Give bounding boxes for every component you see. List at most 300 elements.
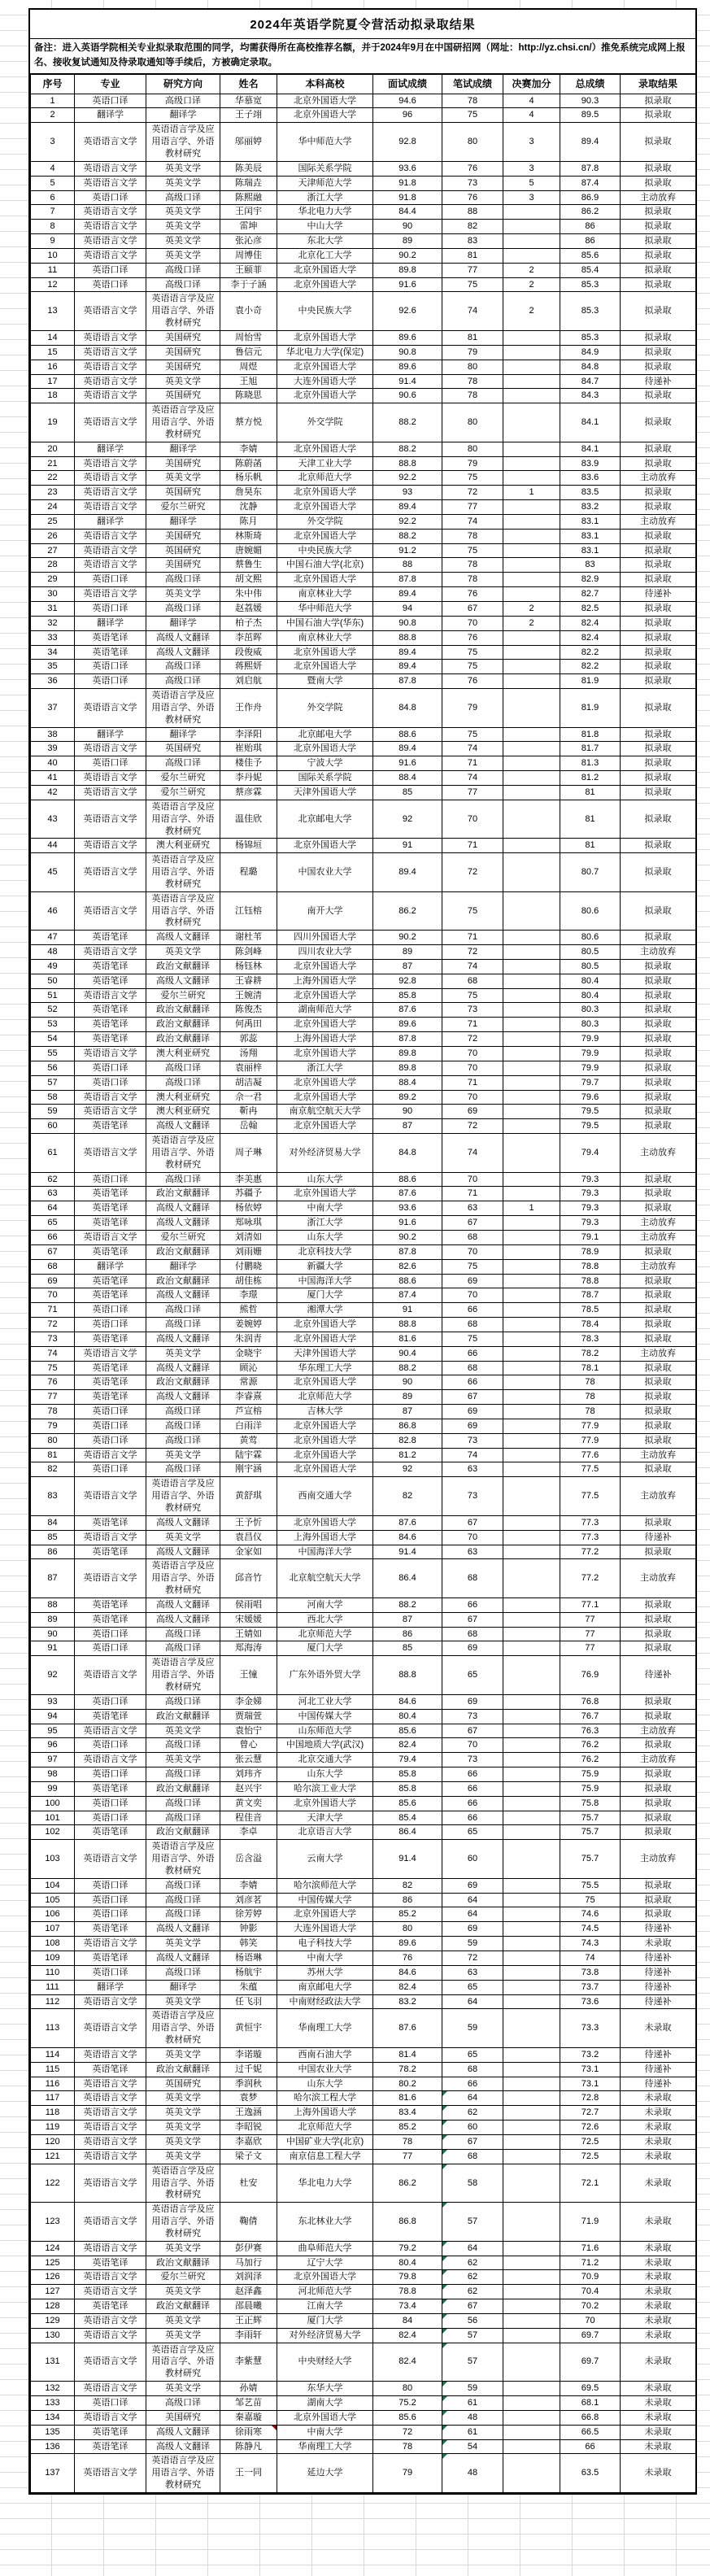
cell-interview-score: 85 [373, 1641, 442, 1656]
table-row [31, 974, 696, 988]
cell-direction: 翻译学 [146, 616, 220, 630]
table-row [31, 616, 696, 630]
cell-major: 英语语言文学 [75, 742, 146, 756]
cell-major: 英语口译 [75, 1694, 146, 1709]
cell-final-bonus [503, 945, 560, 960]
cell-final-bonus: 2 [503, 292, 560, 331]
cell-direction: 爱尔兰研究 [146, 1230, 220, 1244]
cell-direction: 翻译学 [146, 442, 220, 456]
cell-major: 英语笔译 [75, 1119, 146, 1134]
cell-name: 杨依婷 [220, 1201, 277, 1216]
results-table [30, 74, 696, 2493]
table-row [31, 1656, 696, 1695]
cell-total-score: 71.9 [560, 2203, 621, 2242]
cell-direction: 高级人文翻译 [146, 1922, 220, 1937]
cell-name: 苏疆予 [220, 1187, 277, 1201]
cell-total-score: 79.3 [560, 1172, 621, 1187]
cell-written-score: 66 [442, 1796, 503, 1811]
cell-written-score: 71 [442, 839, 503, 853]
cell-name: 顾沁 [220, 1361, 277, 1375]
cell-direction: 英美文学 [146, 176, 220, 190]
cell-major: 英语口译 [75, 1303, 146, 1318]
cell-final-bonus [503, 1530, 560, 1545]
cell-seq: 134 [31, 2410, 75, 2425]
cell-direction: 英美文学 [146, 2241, 220, 2256]
cell-admission-result: 拟录取 [621, 1244, 696, 1259]
table-row [31, 1840, 696, 1879]
cell-flag-green-triangle-icon [442, 2299, 447, 2304]
cell-seq: 34 [31, 645, 75, 660]
cell-written-score: 72 [442, 853, 503, 892]
cell-total-score: 82.2 [560, 645, 621, 660]
cell-major: 英语语言文学 [75, 1530, 146, 1545]
cell-university: 中国传媒大学 [277, 1709, 373, 1724]
table-row [31, 689, 696, 728]
cell-seq: 50 [31, 974, 75, 988]
cell-admission-result: 拟录取 [621, 1515, 696, 1530]
cell-major: 英语口译 [75, 1811, 146, 1825]
cell-university: 北京外国语大学 [277, 742, 373, 756]
cell-interview-score: 84.6 [373, 1694, 442, 1709]
table-row [31, 1134, 696, 1173]
cell-admission-result: 拟录取 [621, 500, 696, 515]
cell-direction: 英语语言学及应用语言学、外语教材研究 [146, 1656, 220, 1695]
cell-written-score: 66 [442, 1767, 503, 1782]
cell-seq: 58 [31, 1090, 75, 1105]
cell-major: 英语语言文学 [75, 1448, 146, 1462]
cell-major: 翻译学 [75, 442, 146, 456]
cell-name: 李茁晖 [220, 630, 277, 645]
cell-major: 英语语言文学 [75, 1105, 146, 1119]
table-row [31, 2149, 696, 2164]
cell-admission-result: 拟录取 [621, 360, 696, 374]
cell-seq: 106 [31, 1907, 75, 1922]
cell-university: 北京邮电大学 [277, 727, 373, 742]
cell-total-score: 73.7 [560, 1980, 621, 1994]
cell-name: 陈俊杰 [220, 1003, 277, 1018]
table-row [31, 1811, 696, 1825]
cell-written-score: 68 [442, 2149, 503, 2164]
cell-name: 姜婉婷 [220, 1318, 277, 1332]
table-row [31, 2285, 696, 2299]
cell-seq: 16 [31, 360, 75, 374]
table-header [31, 74, 696, 94]
cell-interview-score: 84.8 [373, 1134, 442, 1173]
cell-final-bonus [503, 959, 560, 974]
cell-interview-score: 86 [373, 1627, 442, 1641]
cell-major: 英语语言文学 [75, 800, 146, 839]
cell-direction: 高级口译 [146, 602, 220, 617]
cell-final-bonus [503, 839, 560, 853]
cell-major: 英语笔译 [75, 2299, 146, 2314]
table-row [31, 785, 696, 800]
cell-admission-result: 拟录取 [621, 1907, 696, 1922]
cell-admission-result: 拟录取 [621, 1893, 696, 1907]
cell-name: 张云慧 [220, 1753, 277, 1767]
cell-total-score: 83.2 [560, 500, 621, 515]
cell-total-score: 78.1 [560, 1361, 621, 1375]
cell-major: 英语语言文学 [75, 839, 146, 853]
cell-interview-score: 88.8 [373, 630, 442, 645]
cell-university: 云南大学 [277, 1840, 373, 1879]
cell-direction: 英美文学 [146, 220, 220, 234]
cell-major: 英语语言文学 [75, 1134, 146, 1173]
cell-total-score: 82.7 [560, 587, 621, 602]
cell-total-score: 72.6 [560, 2121, 621, 2135]
cell-final-bonus [503, 1811, 560, 1825]
cell-written-score: 73 [442, 176, 503, 190]
cell-written-score: 74 [442, 959, 503, 974]
cell-total-score: 79.3 [560, 1216, 621, 1231]
cell-name: 陈晓思 [220, 389, 277, 403]
cell-major: 英语语言文学 [75, 2454, 146, 2493]
page-title: 2024年英语学院夏令营活动拟录取结果 [30, 10, 695, 39]
table-row [31, 1530, 696, 1545]
cell-direction: 英美文学 [146, 2106, 220, 2121]
cell-seq: 99 [31, 1781, 75, 1796]
cell-final-bonus [503, 1448, 560, 1462]
cell-total-score: 81 [560, 785, 621, 800]
table-row [31, 742, 696, 756]
cell-interview-score: 79.8 [373, 2270, 442, 2285]
cell-admission-result: 拟录取 [621, 123, 696, 162]
table-row [31, 543, 696, 558]
cell-total-score: 68.1 [560, 2396, 621, 2411]
cell-total-score: 63.5 [560, 2454, 621, 2493]
cell-major: 英语语言文学 [75, 2134, 146, 2149]
cell-written-score: 81 [442, 248, 503, 263]
cell-name: 郭蕊 [220, 1032, 277, 1047]
table-row [31, 771, 696, 786]
cell-final-bonus [503, 330, 560, 345]
table-row [31, 2062, 696, 2077]
cell-total-score: 85.4 [560, 263, 621, 277]
cell-seq: 31 [31, 602, 75, 617]
cell-written-score: 60 [442, 2121, 503, 2135]
cell-admission-result: 拟录取 [621, 1061, 696, 1075]
cell-total-score: 74.6 [560, 1907, 621, 1922]
cell-seq: 29 [31, 573, 75, 587]
cell-total-score: 84.3 [560, 389, 621, 403]
table-row [31, 389, 696, 403]
cell-final-bonus [503, 2047, 560, 2062]
cell-total-score: 77.9 [560, 1419, 621, 1433]
cell-final-bonus [503, 689, 560, 728]
cell-interview-score: 88.2 [373, 529, 442, 543]
cell-total-score: 80.3 [560, 1018, 621, 1032]
cell-major: 英语口译 [75, 190, 146, 205]
cell-flag-green-triangle-icon [442, 2382, 447, 2386]
cell-seq: 64 [31, 1201, 75, 1216]
cell-major: 英语口译 [75, 1627, 146, 1641]
table-row [31, 1032, 696, 1047]
cell-interview-score: 87 [373, 1119, 442, 1134]
cell-interview-score: 88.8 [373, 1656, 442, 1695]
cell-final-bonus [503, 2270, 560, 2285]
cell-major: 英语笔译 [75, 630, 146, 645]
cell-direction: 高级口译 [146, 1738, 220, 1753]
cell-final-bonus [503, 1405, 560, 1419]
cell-direction: 美国研究 [146, 345, 220, 360]
cell-total-score: 71.6 [560, 2241, 621, 2256]
cell-university: 北京外国语大学 [277, 645, 373, 660]
cell-total-score: 75.7 [560, 1840, 621, 1879]
cell-seq: 46 [31, 891, 75, 931]
cell-major: 英语笔译 [75, 1781, 146, 1796]
cell-university: 东北林业大学 [277, 2203, 373, 2242]
cell-admission-result: 拟录取 [621, 785, 696, 800]
cell-written-score: 60 [442, 1840, 503, 1879]
cell-final-bonus [503, 1738, 560, 1753]
cell-written-score: 80 [442, 403, 503, 442]
cell-final-bonus [503, 456, 560, 471]
cell-admission-result: 拟录取 [621, 558, 696, 573]
cell-admission-result: 待递补 [621, 2047, 696, 2062]
cell-name: 黄舒琪 [220, 1477, 277, 1516]
cell-interview-score: 88.6 [373, 1274, 442, 1288]
table-row [31, 1907, 696, 1922]
cell-direction: 高级口译 [146, 674, 220, 689]
cell-total-score: 70.2 [560, 2299, 621, 2314]
cell-seq: 51 [31, 988, 75, 1003]
cell-major: 英语笔译 [75, 2256, 146, 2270]
cell-interview-score: 90 [373, 220, 442, 234]
cell-direction: 英美文学 [146, 1346, 220, 1361]
cell-final-bonus [503, 1767, 560, 1782]
cell-direction: 高级人文翻译 [146, 1288, 220, 1303]
cell-major: 英语语言文学 [75, 2343, 146, 2382]
cell-name: 蔡彦霖 [220, 785, 277, 800]
cell-final-bonus [503, 1288, 560, 1303]
cell-seq: 6 [31, 190, 75, 205]
cell-major: 英语口译 [75, 277, 146, 292]
cell-name: 陈熙融 [220, 190, 277, 205]
cell-admission-result: 拟录取 [621, 108, 696, 123]
cell-written-score: 66 [442, 1375, 503, 1390]
cell-direction: 高级口译 [146, 1878, 220, 1893]
cell-admission-result: 待递补 [621, 1922, 696, 1937]
cell-total-score: 78.9 [560, 1244, 621, 1259]
cell-interview-score: 89.6 [373, 360, 442, 374]
cell-direction: 英美文学 [146, 1448, 220, 1462]
table-row [31, 2425, 696, 2439]
table-row [31, 1448, 696, 1462]
cell-university: 新疆大学 [277, 1259, 373, 1274]
cell-major: 英语笔译 [75, 1018, 146, 1032]
table-row [31, 2134, 696, 2149]
cell-name: 雷坤 [220, 220, 277, 234]
table-row [31, 442, 696, 456]
cell-university: 北京邮电大学 [277, 800, 373, 839]
cell-final-bonus [503, 1825, 560, 1840]
cell-major: 翻译学 [75, 514, 146, 529]
cell-major: 英语语言文学 [75, 500, 146, 515]
table-body [31, 94, 696, 2492]
cell-final-bonus [503, 2091, 560, 2106]
cell-interview-score: 93.6 [373, 1201, 442, 1216]
cell-interview-score: 90.8 [373, 616, 442, 630]
cell-university: 南京邮电大学 [277, 1980, 373, 1994]
cell-written-score: 70 [442, 1061, 503, 1075]
cell-major: 英语语言文学 [75, 2270, 146, 2285]
cell-university: 中央民族大学 [277, 543, 373, 558]
cell-final-bonus [503, 1390, 560, 1405]
cell-written-score: 79 [442, 689, 503, 728]
cell-direction: 高级口译 [146, 94, 220, 108]
cell-direction: 爱尔兰研究 [146, 785, 220, 800]
cell-name: 程璐 [220, 853, 277, 892]
cell-admission-result: 待递补 [621, 1980, 696, 1994]
cell-seq: 137 [31, 2454, 75, 2493]
cell-direction: 政治文献翻译 [146, 2062, 220, 2077]
table-row [31, 2203, 696, 2242]
cell-written-score: 67 [442, 2299, 503, 2314]
cell-direction: 政治文献翻译 [146, 1032, 220, 1047]
cell-final-bonus [503, 1187, 560, 1201]
note-text: 备注：进入英语学院相关专业拟录取范围的同学，均需获得所在高校推荐名额，并于2024年9月在中国研招网（网址：http://yz.chsi.cn/）推免系统完成网上报名、接收复试通知及待录取通知等手续后，方被确定录取。 [30, 39, 695, 74]
cell-major: 英语语言文学 [75, 234, 146, 249]
cell-name: 陈静凡 [220, 2439, 277, 2454]
cell-written-score: 67 [442, 602, 503, 617]
cell-total-score: 79.5 [560, 1105, 621, 1119]
cell-university: 中南大学 [277, 1201, 373, 1216]
cell-admission-result: 拟录取 [621, 1767, 696, 1782]
cell-major: 英语笔译 [75, 2425, 146, 2439]
cell-university: 西北大学 [277, 1612, 373, 1627]
cell-seq: 120 [31, 2134, 75, 2149]
cell-final-bonus: 2 [503, 616, 560, 630]
cell-direction: 英美文学 [146, 2091, 220, 2106]
cell-direction: 政治文献翻译 [146, 2299, 220, 2314]
cell-final-bonus [503, 587, 560, 602]
cell-seq: 118 [31, 2106, 75, 2121]
cell-written-score: 63 [442, 1545, 503, 1559]
cell-admission-result: 拟录取 [621, 742, 696, 756]
cell-name: 胡文熙 [220, 573, 277, 587]
cell-final-bonus [503, 558, 560, 573]
cell-direction: 高级口译 [146, 263, 220, 277]
cell-direction: 英国研究 [146, 2077, 220, 2091]
cell-university: 中央民族大学 [277, 292, 373, 331]
cell-written-score: 69 [442, 1405, 503, 1419]
cell-admission-result: 拟录取 [621, 176, 696, 190]
cell-direction: 英美文学 [146, 234, 220, 249]
cell-major: 英语笔译 [75, 931, 146, 945]
column-header-major: 专业 [75, 74, 146, 94]
cell-university: 北京外国语大学 [277, 442, 373, 456]
cell-direction: 政治文献翻译 [146, 1244, 220, 1259]
cell-final-bonus [503, 1627, 560, 1641]
cell-admission-result: 未录取 [621, 2256, 696, 2270]
cell-total-score: 77.3 [560, 1530, 621, 1545]
cell-final-bonus: 5 [503, 176, 560, 190]
cell-written-score: 66 [442, 1303, 503, 1318]
cell-direction: 高级口译 [146, 1907, 220, 1922]
column-header-total-score: 总成绩 [560, 74, 621, 94]
cell-name: 宋媛媛 [220, 1612, 277, 1627]
cell-seq: 52 [31, 1003, 75, 1018]
cell-direction: 高级口译 [146, 1075, 220, 1090]
cell-name: 侯雨唱 [220, 1597, 277, 1612]
cell-university: 北京外国语大学 [277, 1332, 373, 1346]
cell-final-bonus [503, 529, 560, 543]
cell-total-score: 70 [560, 2313, 621, 2328]
cell-name: 袁梦 [220, 2091, 277, 2106]
cell-direction: 英美文学 [146, 1753, 220, 1767]
cell-major: 英语语言文学 [75, 360, 146, 374]
cell-written-score: 75 [442, 543, 503, 558]
cell-total-score: 73.6 [560, 1994, 621, 2009]
cell-name: 金晓宇 [220, 1346, 277, 1361]
cell-total-score: 75.9 [560, 1781, 621, 1796]
cell-total-score: 76.7 [560, 1709, 621, 1724]
cell-direction: 英美文学 [146, 1530, 220, 1545]
cell-major: 英语语言文学 [75, 529, 146, 543]
cell-interview-score: 82.4 [373, 1738, 442, 1753]
cell-final-bonus [503, 660, 560, 674]
cell-total-score: 77.3 [560, 1515, 621, 1530]
cell-seq: 23 [31, 486, 75, 500]
cell-seq: 89 [31, 1612, 75, 1627]
cell-written-score: 83 [442, 234, 503, 249]
cell-written-score: 67 [442, 1724, 503, 1738]
cell-total-score: 73.2 [560, 2047, 621, 2062]
cell-university: 北京外国语大学 [277, 263, 373, 277]
cell-final-bonus [503, 543, 560, 558]
cell-interview-score: 90.2 [373, 1230, 442, 1244]
cell-name: 沈静 [220, 500, 277, 515]
cell-admission-result: 拟录取 [621, 1274, 696, 1288]
cell-major: 英语笔译 [75, 1187, 146, 1201]
table-row [31, 514, 696, 529]
cell-name: 马加行 [220, 2256, 277, 2270]
cell-university: 北京外国语大学 [277, 1796, 373, 1811]
cell-admission-result: 主动放弃 [621, 1346, 696, 1361]
cell-final-bonus [503, 1656, 560, 1695]
cell-final-bonus [503, 2241, 560, 2256]
cell-interview-score: 89.8 [373, 263, 442, 277]
cell-direction: 美国研究 [146, 558, 220, 573]
cell-seq: 100 [31, 1796, 75, 1811]
cell-final-bonus [503, 2062, 560, 2077]
admission-results-sheet [28, 8, 697, 2495]
cell-interview-score: 85.8 [373, 1767, 442, 1782]
cell-admission-result: 主动放弃 [621, 1753, 696, 1767]
cell-total-score: 83.6 [560, 471, 621, 486]
cell-direction: 英语语言学及应用语言学、外语教材研究 [146, 2203, 220, 2242]
cell-university: 湖南师范大学 [277, 1003, 373, 1018]
cell-university: 南京信息工程大学 [277, 2149, 373, 2164]
cell-seq: 105 [31, 1893, 75, 1907]
cell-university: 浙江大学 [277, 190, 373, 205]
table-row [31, 1937, 696, 1951]
cell-major: 英语语言文学 [75, 2164, 146, 2203]
cell-written-score: 70 [442, 1288, 503, 1303]
cell-name: 赵兴宇 [220, 1781, 277, 1796]
cell-interview-score: 92.6 [373, 292, 442, 331]
cell-admission-result: 拟录取 [621, 839, 696, 853]
cell-final-bonus [503, 1781, 560, 1796]
cell-final-bonus [503, 1419, 560, 1433]
cell-direction: 英语语言学及应用语言学、外语教材研究 [146, 800, 220, 839]
cell-direction: 英语语言学及应用语言学、外语教材研究 [146, 2454, 220, 2493]
cell-final-bonus [503, 2343, 560, 2382]
cell-admission-result: 未录取 [621, 2203, 696, 2242]
cell-direction: 英美文学 [146, 945, 220, 960]
cell-interview-score: 87.6 [373, 1187, 442, 1201]
cell-seq: 132 [31, 2382, 75, 2396]
cell-university: 哈尔滨师范大学 [277, 1878, 373, 1893]
